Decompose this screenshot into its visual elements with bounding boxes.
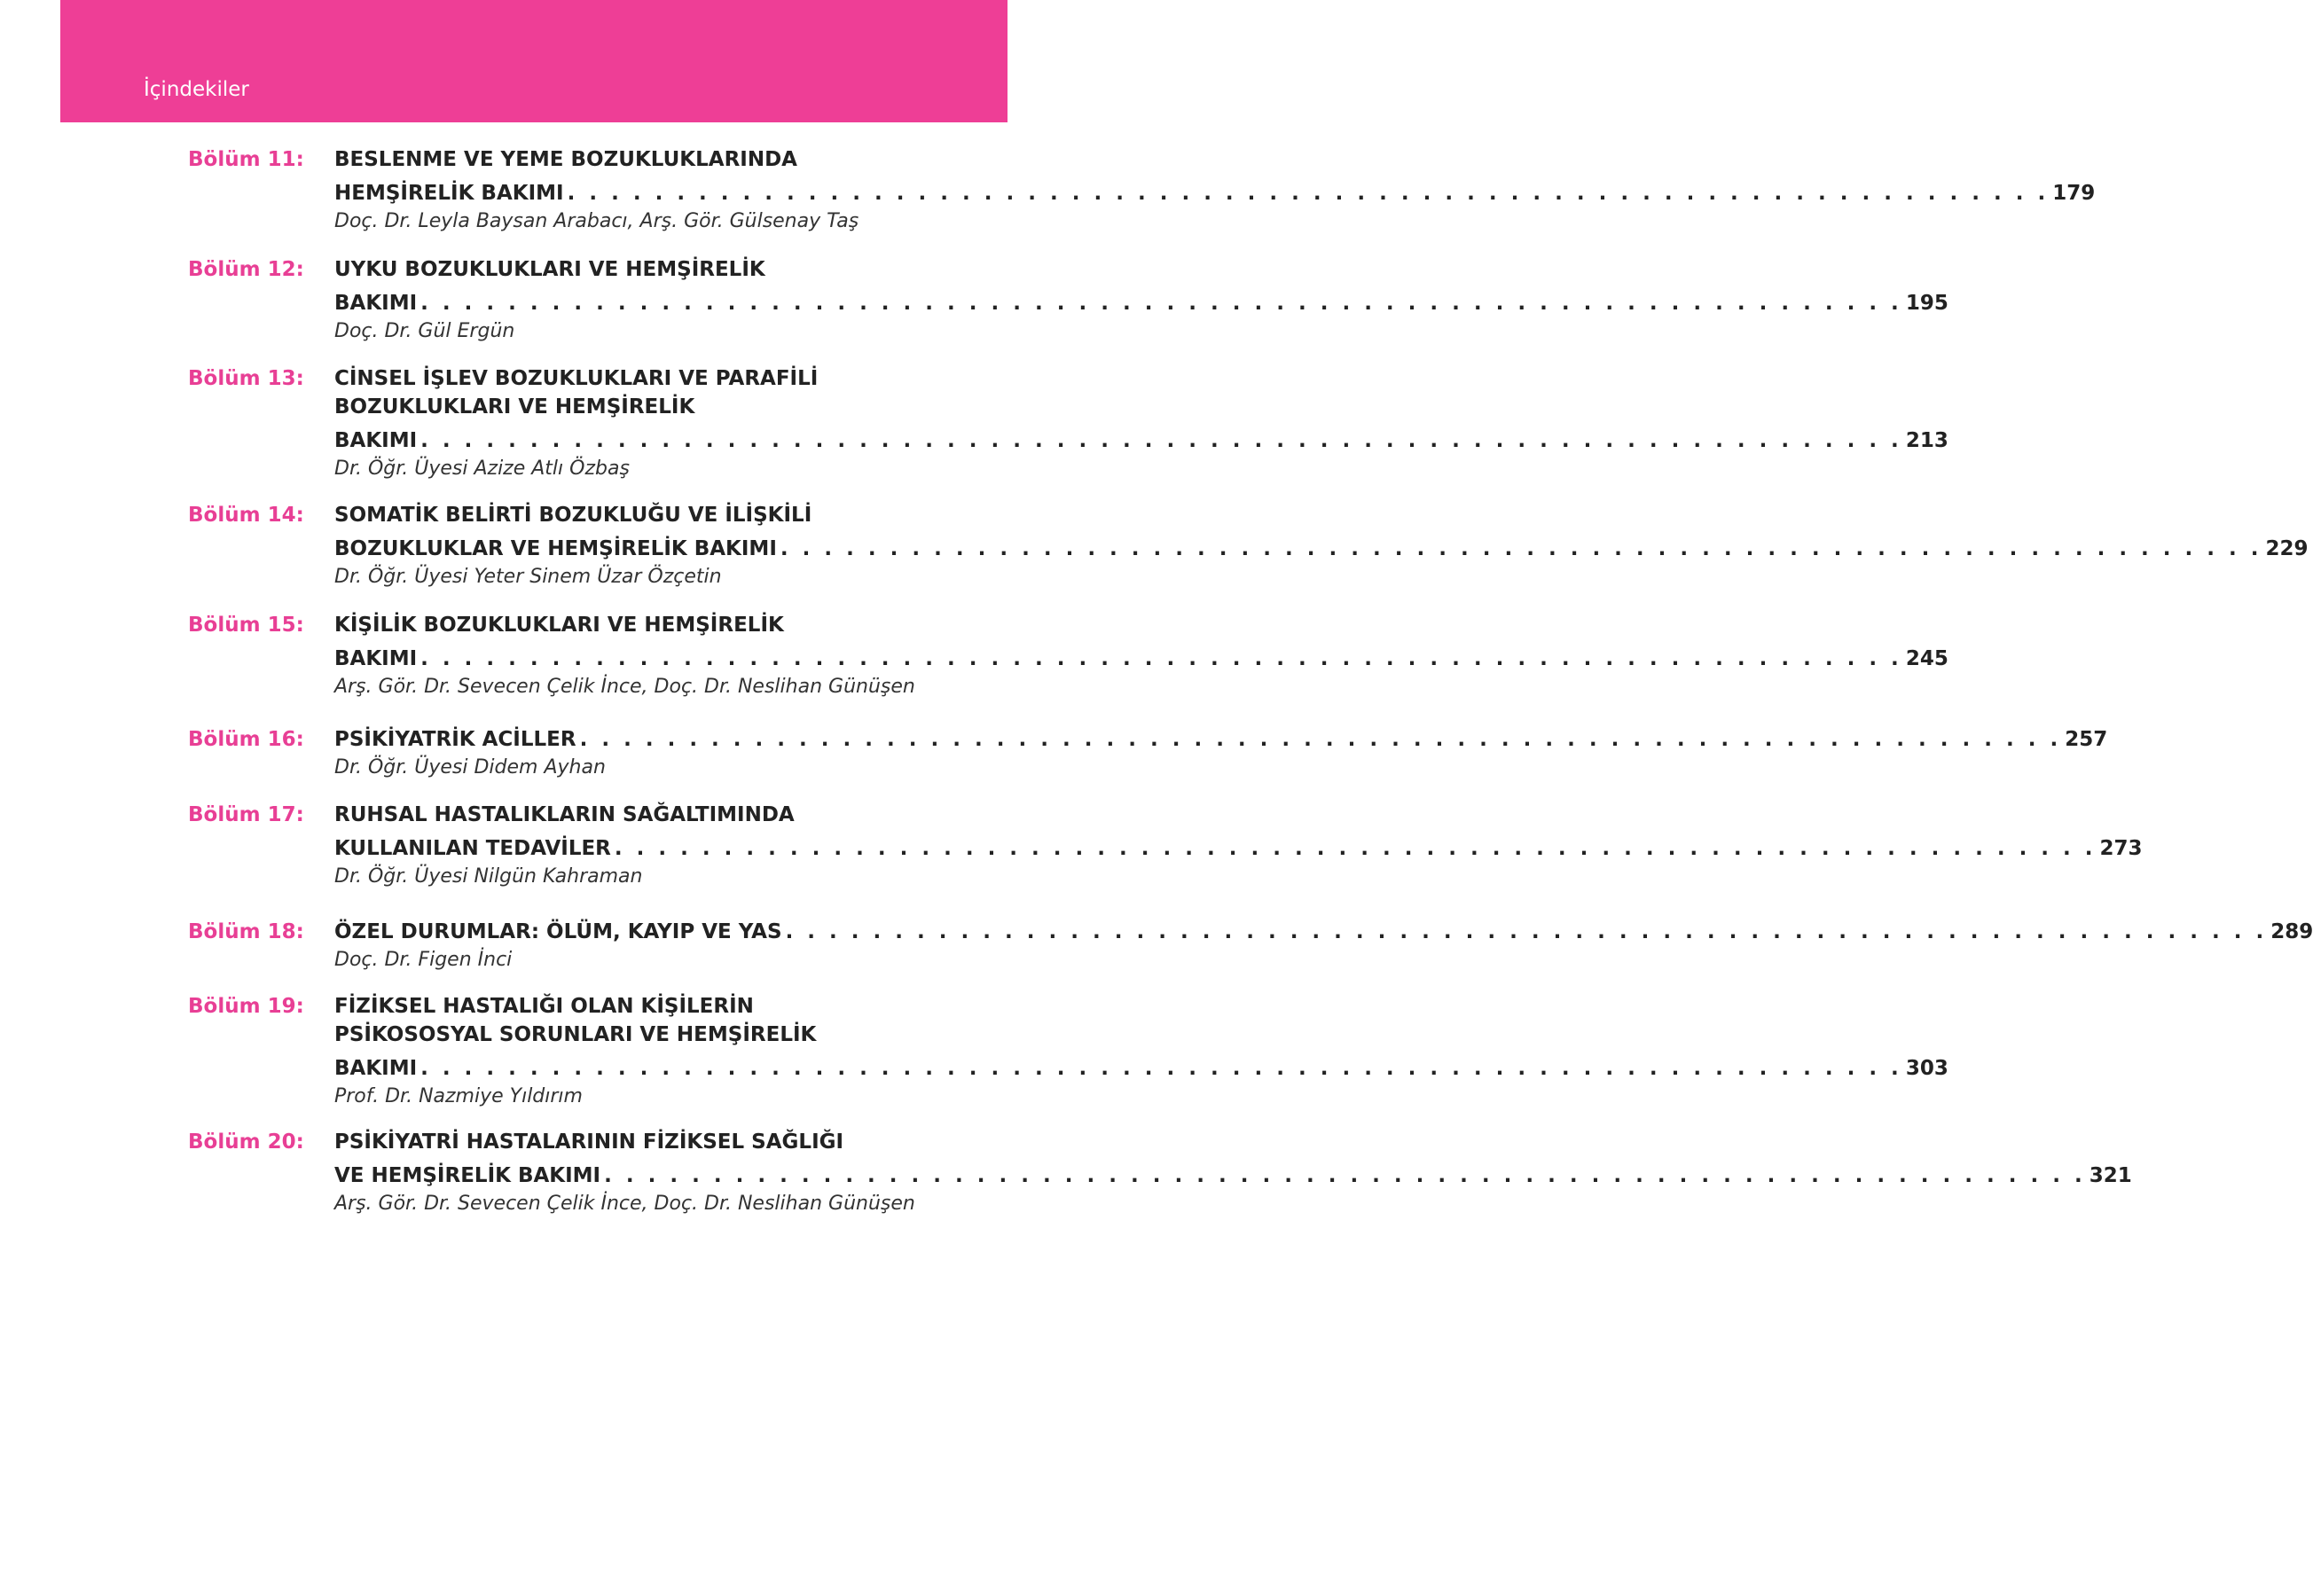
chapter-author: Prof. Dr. Nazmiye Yıldırım <box>334 1085 583 1107</box>
chapter-title: BAKIMI <box>334 647 418 670</box>
chapter-number: Bölüm 19: <box>188 995 304 1018</box>
chapter-title-leader-line <box>334 645 1948 673</box>
dot-leader: . . . . . . . . . . . . . . . . . . . . . . . . . . . . . . . . . . . . . . . . . . . . . . . . . . . . . . . . . . . . . . . . . . . . <box>780 537 2262 560</box>
chapter-title-line: KİŞİLİK BOZUKLUKLARI VE HEMŞİRELİK <box>334 614 784 637</box>
chapter-number: Bölüm 20: <box>188 1130 304 1154</box>
chapter-author: Doç. Dr. Gül Ergün <box>334 320 515 342</box>
chapter-title: ÖZEL DURUMLAR: ÖLÜM, KAYIP VE YAS <box>334 920 782 943</box>
chapter-title: BAKIMI <box>334 292 418 315</box>
dot-leader: . . . . . . . . . . . . . . . . . . . . . . . . . . . . . . . . . . . . . . . . . . . . . . . . . . . . . . . . . . . . . . . . . . . . <box>420 292 1902 315</box>
page-number: 195 <box>1905 292 1948 315</box>
dot-leader: . . . . . . . . . . . . . . . . . . . . . . . . . . . . . . . . . . . . . . . . . . . . . . . . . . . . . . . . . . . . . . . . . . . . <box>420 647 1902 670</box>
chapter-author: Doç. Dr. Leyla Baysan Arabacı, Arş. Gör. Gülsenay Taş <box>334 210 859 232</box>
chapter-number: Bölüm 12: <box>188 258 304 281</box>
chapter-title-leader-line <box>334 725 2108 754</box>
dot-leader: . . . . . . . . . . . . . . . . . . . . . . . . . . . . . . . . . . . . . . . . . . . . . . . . . . . . . . . . . . . . . . . . . . . . <box>785 920 2268 943</box>
chapter-title-line: UYKU BOZUKLUKLARI VE HEMŞİRELİK <box>334 258 765 281</box>
chapter-title: VE HEMŞİRELİK BAKIMI <box>334 1164 601 1187</box>
chapter-author: Arş. Gör. Dr. Sevecen Çelik İnce, Doç. Dr. Neslihan Günüşen <box>334 1193 915 1215</box>
chapter-body <box>334 801 2143 891</box>
chapter-author: Dr. Öğr. Üyesi Yeter Sinem Üzar Özçetin <box>334 566 722 588</box>
page-number: 273 <box>2099 837 2143 860</box>
chapter-body <box>334 725 2108 782</box>
chapter-title-leader-line <box>334 1162 2132 1190</box>
dot-leader: . . . . . . . . . . . . . . . . . . . . . . . . . . . . . . . . . . . . . . . . . . . . . . . . . . . . . . . . . . . . . . . . . . . . <box>420 1057 1902 1080</box>
chapter-number: Bölüm 14: <box>188 504 304 527</box>
chapter-title-leader-line <box>334 1054 1948 1083</box>
chapter-body <box>334 992 1948 1111</box>
chapter-title: PSİKİYATRİK ACİLLER <box>334 728 576 751</box>
chapter-body <box>334 611 1948 701</box>
dot-leader: . . . . . . . . . . . . . . . . . . . . . . . . . . . . . . . . . . . . . . . . . . . . . . . . . . . . . . . . . . . . . . . . . . . . <box>614 837 2097 860</box>
chapter-title-leader-line <box>334 535 2309 563</box>
chapter-title-line: PSİKİYATRİ HASTALARININ FİZİKSEL SAĞLIĞI <box>334 1130 844 1154</box>
page-number: 289 <box>2270 920 2313 943</box>
dot-leader: . . . . . . . . . . . . . . . . . . . . . . . . . . . . . . . . . . . . . . . . . . . . . . . . . . . . . . . . . . . . . . . . . . . . <box>579 728 2062 751</box>
dot-leader: . . . . . . . . . . . . . . . . . . . . . . . . . . . . . . . . . . . . . . . . . . . . . . . . . . . . . . . . . . . . . . . . . . . . <box>420 429 1902 452</box>
page-number: 229 <box>2265 537 2309 560</box>
chapter-title-leader-line <box>334 918 2313 946</box>
chapter-title-line: FİZİKSEL HASTALIĞI OLAN KİŞİLERİN <box>334 995 754 1018</box>
header-band <box>60 0 1008 122</box>
chapter-number: Bölüm 15: <box>188 614 304 637</box>
page-title: İçindekiler <box>144 78 249 101</box>
chapter-author: Doç. Dr. Figen İnci <box>334 949 513 971</box>
chapter-author: Arş. Gör. Dr. Sevecen Çelik İnce, Doç. Dr. Neslihan Günüşen <box>334 676 915 698</box>
chapter-number: Bölüm 16: <box>188 728 304 751</box>
chapter-title: BAKIMI <box>334 429 418 452</box>
chapter-author: Dr. Öğr. Üyesi Nilgün Kahraman <box>334 865 643 888</box>
page-number: 257 <box>2065 728 2108 751</box>
chapter-number: Bölüm 13: <box>188 367 304 390</box>
chapter-title: BAKIMI <box>334 1057 418 1080</box>
chapter-title-line: SOMATİK BELİRTİ BOZUKLUĞU VE İLİŞKİLİ <box>334 504 812 527</box>
chapter-title-line: RUHSAL HASTALIKLARIN SAĞALTIMINDA <box>334 803 795 826</box>
page-number: 213 <box>1905 429 1948 452</box>
chapter-body <box>334 145 2096 236</box>
chapter-body <box>334 1128 2132 1218</box>
page-number: 303 <box>1905 1057 1948 1080</box>
chapter-title-leader-line <box>334 289 1948 317</box>
chapter-body <box>334 364 1948 483</box>
page-number: 321 <box>2089 1164 2132 1187</box>
page-number: 179 <box>2052 182 2096 205</box>
chapter-body <box>334 255 1948 346</box>
dot-leader: . . . . . . . . . . . . . . . . . . . . . . . . . . . . . . . . . . . . . . . . . . . . . . . . . . . . . . . . . . . . . . . . . . . . <box>604 1164 2086 1187</box>
chapter-body <box>334 501 2309 591</box>
chapter-title-line: CİNSEL İŞLEV BOZUKLUKLARI VE PARAFİLİ <box>334 367 819 390</box>
chapter-number: Bölüm 17: <box>188 803 304 826</box>
chapter-number: Bölüm 18: <box>188 920 304 943</box>
chapter-body <box>334 918 2313 974</box>
chapter-title: HEMŞİRELİK BAKIMI <box>334 182 564 205</box>
chapter-title-leader-line <box>334 426 1948 455</box>
chapter-title: KULLANILAN TEDAVİLER <box>334 837 611 860</box>
chapter-title-leader-line <box>334 834 2143 863</box>
chapter-number: Bölüm 11: <box>188 148 304 171</box>
chapter-title-leader-line <box>334 179 2096 207</box>
dot-leader: . . . . . . . . . . . . . . . . . . . . . . . . . . . . . . . . . . . . . . . . . . . . . . . . . . . . . . . . . . . . . . . . . . . . <box>567 182 2050 205</box>
chapter-title: BOZUKLUKLAR VE HEMŞİRELİK BAKIMI <box>334 537 777 560</box>
chapter-author: Dr. Öğr. Üyesi Didem Ayhan <box>334 756 606 778</box>
chapter-author: Dr. Öğr. Üyesi Azize Atlı Özbaş <box>334 458 630 480</box>
page-number: 245 <box>1905 647 1948 670</box>
chapter-title-line: BOZUKLUKLARI VE HEMŞİRELİK <box>334 395 695 419</box>
chapter-title-line: PSİKOSOSYAL SORUNLARI VE HEMŞİRELİK <box>334 1023 817 1046</box>
chapter-title-line: BESLENME VE YEME BOZUKLUKLARINDA <box>334 148 797 171</box>
